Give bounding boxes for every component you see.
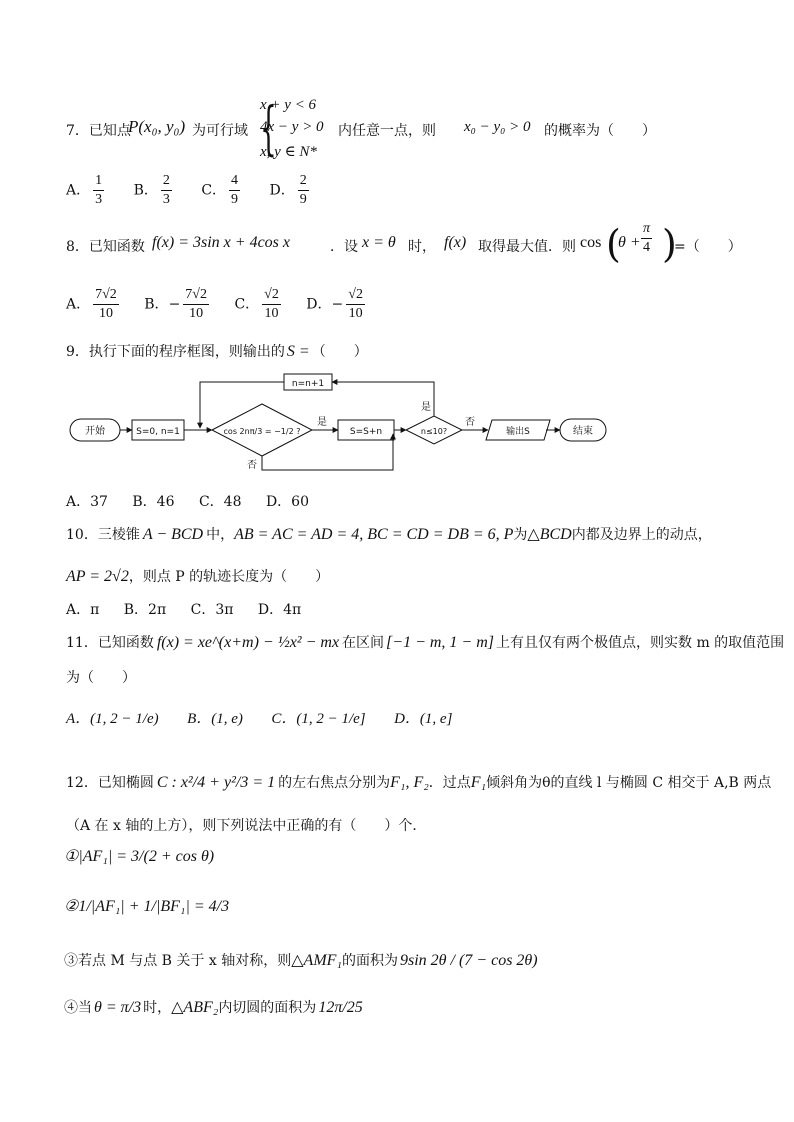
q10-text-d: 内都及边界上的动点， [571, 527, 712, 543]
denominator: 10 [98, 306, 113, 321]
numerator: √2 [346, 286, 365, 305]
q7-ending: 的概率为（ ） [544, 123, 656, 139]
flow-loop-label: n=n+1 [291, 379, 325, 389]
q12-line-1 [66, 772, 771, 792]
q10-text-b: 中， [206, 527, 235, 543]
q11-option-a[interactable]: A．(1, 2 − 1/e) [66, 711, 159, 727]
q12-s3-triangle: △AMF₁ [291, 952, 342, 969]
q12-statement-2[interactable]: ②1/|AF₁| + 1/|BF₁| = 4/3 [64, 898, 230, 915]
q12-ellipse: C : x²/4 + y²/3 = 1 [156, 774, 276, 791]
q11-function: f(x) = xe^(x+m) − ½x² − mx [156, 634, 340, 651]
q10-triangle: △BCD [527, 526, 572, 543]
flow-stop-label: 结束 [573, 426, 593, 437]
q12-statement-4[interactable] [64, 997, 363, 1017]
q10-option-b[interactable]: B．2π [123, 602, 167, 618]
q12-f1: F₁ [470, 774, 487, 791]
option-label: D． [306, 296, 332, 313]
flow-yes2-label: 是 [421, 402, 431, 413]
q9-text: 9．执行下面的程序框图，则输出的 [66, 344, 285, 360]
q8-fx: f(x) [444, 234, 467, 251]
numerator: 1 [93, 172, 104, 191]
q10-text-e: ，则点 P 的轨迹长度为（ ） [128, 569, 330, 585]
denominator: 9 [231, 192, 239, 207]
q8-x-eq: x = θ [362, 234, 396, 251]
denominator: 3 [95, 192, 103, 207]
flow-no1-label: 否 [247, 460, 257, 471]
q7-number: 7．已知点 [66, 123, 131, 139]
q7-option-c[interactable] [201, 172, 243, 209]
q12-s3-text-a: ③若点 M 与点 B 关于 x 轴对称，则 [64, 953, 292, 969]
q12-s4-theta: θ = π/3 [94, 999, 142, 1016]
q11-line-1 [66, 632, 784, 652]
q9-end: （ ） [311, 344, 368, 360]
q10-text-a: 10．三棱锥 [66, 527, 140, 543]
q8-text-c: 时， [408, 239, 436, 255]
numerator: 2 [298, 172, 309, 191]
q7-constraint-1: x + y < 6 [260, 97, 317, 113]
q8-option-b[interactable] [144, 286, 212, 323]
q8-options [66, 286, 368, 323]
denominator: 10 [348, 306, 363, 321]
q12-line-2 [66, 815, 426, 835]
q7-constraint-2: 4x − y > 0 [260, 119, 324, 135]
q10-option-c[interactable]: C．3π [190, 602, 234, 618]
q8-text-e: =（ ） [674, 239, 742, 255]
q11-options [66, 707, 452, 728]
q9-option-b[interactable]: B．46 [132, 494, 175, 510]
numerator: 7√2 [93, 286, 119, 305]
q11-text-d: 为（ ） [66, 670, 136, 686]
option-label: D． [269, 182, 295, 199]
fraction [346, 286, 365, 323]
q12-foci: F₁, F₂ [390, 774, 429, 791]
fraction [93, 172, 104, 209]
q12-s4-text-b: 时， [143, 1000, 172, 1016]
q11-option-b[interactable]: B．(1, e) [187, 711, 243, 727]
q7-condition: x₀ − y₀ > 0 [464, 119, 531, 135]
q10-ap: AP = 2√2 [66, 568, 129, 585]
option-label: C． [234, 296, 260, 313]
q11-line-2 [66, 667, 136, 687]
denominator: 9 [299, 192, 307, 207]
numerator: √2 [262, 286, 281, 305]
q8-pi-over-4 [641, 220, 652, 257]
q8-option-a[interactable] [66, 286, 122, 323]
fraction [298, 172, 309, 209]
q12-s4-fraction: 12π/25 [318, 999, 363, 1016]
flow-update-label: S=S+n [349, 427, 383, 437]
q12-text-d: 倾斜角为θ的直线 l 与椭圆 C 相交于 A,B 两点 [486, 775, 772, 791]
q9-line [66, 341, 368, 361]
q7-constraint-3: x, y ∈ N* [260, 144, 317, 160]
q12-s3-fraction: 9sin 2θ / (7 − cos 2θ) [399, 952, 538, 969]
q10-line-2 [66, 566, 329, 586]
q7-option-a[interactable] [66, 172, 107, 209]
q12-text-e: （A 在 x 轴的上方），则下列说法中正确的有（ ）个． [66, 818, 427, 834]
q11-text-b: 在区间 [342, 635, 385, 651]
sign: − [168, 296, 181, 313]
q9-flowchart [66, 370, 626, 480]
option-label: C． [201, 182, 227, 199]
q7-brace: { [260, 94, 277, 162]
q8-paren-left: ( [606, 222, 621, 266]
q11-option-c[interactable]: C．(1, 2 − 1/e] [271, 711, 366, 727]
q12-s4-triangle: △ABF₂ [171, 999, 219, 1016]
denominator: 10 [189, 306, 204, 321]
q12-statement-1[interactable]: ①|AF₁| = 3/(2 + cos θ) [64, 848, 215, 865]
flow-yes1-label: 是 [317, 417, 327, 428]
flow-cond2-label: n≤10? [420, 427, 448, 436]
flow-cond-label: cos 2nπ/3 = −1/2 ? [223, 427, 301, 436]
fraction [161, 172, 172, 209]
denominator: 10 [264, 306, 279, 321]
numerator: 7√2 [183, 286, 209, 305]
q12-text-a: 12．已知椭圆 [66, 775, 154, 791]
q11-text-a: 11．已知函数 [66, 635, 154, 651]
q12-text-b: 的左右焦点分别为 [278, 775, 391, 791]
q11-option-d[interactable]: D．(1, e] [394, 711, 453, 727]
sign: − [331, 296, 344, 313]
q8-text-b: ．设 [330, 239, 358, 255]
q7-options [66, 172, 312, 209]
option-label: A． [66, 296, 91, 313]
q7-option-d[interactable] [270, 172, 312, 209]
q7-option-b[interactable] [134, 172, 175, 209]
fraction [262, 286, 281, 323]
q10-equalities: AB = AC = AD = 4, BC = CD = DB = 6, P [234, 526, 514, 543]
flow-init-label: S=0, n=1 [136, 427, 180, 437]
q12-s4-text-c: 内切圆的面积为 [218, 1000, 317, 1016]
option-label: A． [66, 182, 91, 199]
q8-text-a: 8．已知函数 [66, 239, 145, 255]
q7-region-label: 为可行域 [192, 123, 248, 139]
fraction [183, 286, 209, 323]
q12-statement-3[interactable] [64, 950, 538, 970]
q10-tetrahedron: A − BCD [142, 526, 204, 543]
q8-paren-right: ) [662, 222, 677, 266]
q7-tail: 内任意一点，则 [338, 123, 436, 139]
q12-s4-text-a: ④当 [64, 1000, 92, 1016]
q8-option-d[interactable] [306, 286, 368, 323]
fraction [229, 172, 240, 209]
numerator: 4 [229, 172, 240, 191]
q8-option-c[interactable] [234, 286, 283, 323]
q12-s3-text-b: 的面积为 [341, 953, 398, 969]
q9-option-d[interactable]: D．60 [265, 494, 309, 510]
numerator: π [641, 220, 652, 239]
option-label: B． [133, 182, 158, 199]
flow-no2-label: 否 [465, 417, 475, 428]
denominator: 4 [643, 240, 650, 255]
q9-S: S = [286, 343, 310, 360]
q9-options [66, 491, 309, 511]
denominator: 3 [162, 192, 170, 207]
q10-options [66, 599, 301, 619]
q7-point: P(x₀, y₀) [128, 117, 186, 136]
flow-output-label: 输出S [506, 427, 530, 437]
q10-option-a[interactable]: A．π [66, 602, 100, 618]
numerator: 2 [161, 172, 172, 191]
q8-function: f(x) = 3sin x + 4cos x [152, 234, 290, 251]
flow-start-label: 开始 [85, 426, 105, 437]
fraction [93, 286, 119, 323]
q10-text-c: 为 [513, 527, 528, 543]
q11-text-c: 上有且仅有两个极值点，则实数 m 的取值范围 [496, 635, 785, 651]
q9-option-a[interactable]: A．37 [66, 494, 108, 510]
q8-cos: cos [580, 234, 602, 251]
option-label: B． [144, 296, 169, 313]
q10-option-d[interactable]: D．4π [257, 602, 302, 618]
q11-interval: [−1 − m, 1 − m] [386, 634, 494, 651]
q8-theta: θ + [618, 234, 641, 251]
q10-line-1 [66, 524, 712, 544]
q9-option-c[interactable]: C．48 [198, 494, 242, 510]
q8-text-d: 取得最大值．则 [478, 239, 576, 255]
q12-text-c: ．过点 [428, 775, 471, 791]
